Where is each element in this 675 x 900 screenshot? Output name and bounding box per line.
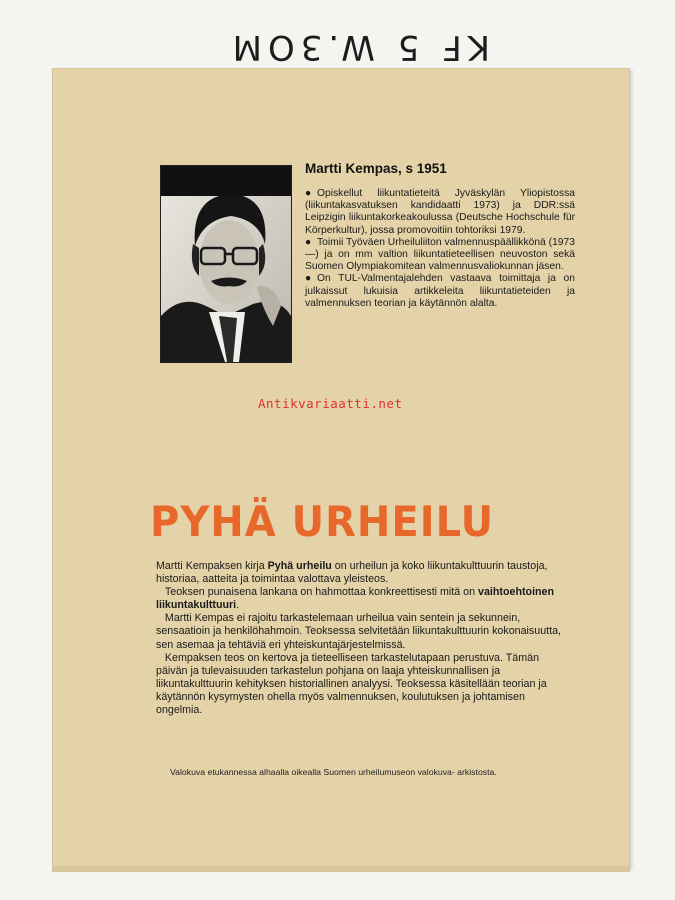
author-name-heading: Martti Kempas, s 1951	[305, 161, 447, 176]
bio-item	[305, 188, 575, 237]
description-text: Martti Kempas ei rajoitu tarkastelemaan urheilua vain sentein ja sekunnein, sensaatioin ja henkilöhahmoin. Teoksessa selvitetään liikuntakulttuurin kokonaisuutta, sen asemaa ja tehtäviä eri yhteiskuntajärjestelmissä.	[156, 612, 561, 651]
author-photo	[160, 165, 292, 363]
description-text: on urheilun ja koko liikuntakulttuurin taustoja, historiaa, aatteita ja toimintaa valottava yleisteos.	[156, 560, 548, 586]
author-portrait-image	[161, 166, 291, 362]
bio-text: Toimii Työväen Urheiluliiton valmennuspäällikkönä (1973—) ja on mm valtion liikuntatieteellisen neuvoston sekä Suomen Olympiakomitean valmennusvaliokunnan jäsen.	[305, 236, 575, 273]
bullet-icon: ●	[305, 236, 312, 248]
bio-text: Opiskellut liikuntatieteitä Jyväskylän Yliopistossa (liikuntakasvatuksen kandidaatti 1973) ja DDR:ssä Leipzigin liikuntakorkeakoulussa (Deutsche Hochschule für Körperkultur), jossa promovoitiin tohtoriksi 1979.	[305, 188, 575, 236]
description-paragraph	[156, 652, 568, 717]
description-bold: Pyhä urheilu	[267, 560, 332, 572]
author-bio	[305, 188, 575, 310]
description-paragraph	[156, 560, 568, 586]
description-paragraph	[156, 586, 568, 612]
bio-item	[305, 273, 575, 310]
description-text: Kempaksen teos on kertova ja tieteelliseen tarkastelutapaan perustuva. Tämän päivän ja tulevaisuuden tarkastelun pohjana on laaja yhteiskunnallisen ja liikuntakulttuurin kehityksen historiallinen analyysi. Teoksessa käsitellään teorian ja käytännön kysymysten ohella myös valmennuksen, koulutuksen ja johtamisen ongelmia.	[156, 651, 547, 717]
bullet-icon: ●	[305, 273, 312, 285]
book-title: PYHÄ URHEILU	[150, 498, 495, 547]
bio-item	[305, 237, 575, 274]
description-paragraph	[156, 612, 568, 651]
description-text: Teoksen punaisena lankana on hahmottaa konkreettisesti mitä on	[164, 586, 479, 599]
description-text: .	[236, 599, 240, 612]
bullet-icon: ●	[305, 188, 312, 199]
book-description	[156, 560, 568, 717]
bio-text: On TUL-Valmentajalehden vastaava toimittaja ja on julkaissut lukuisia artikkeleita liikuntatieteiden ja valmennuksen teorian ja käytännön alalta.	[305, 273, 575, 309]
watermark-text: Antikvariaatti.net	[258, 396, 403, 411]
handwritten-pencil-note: KF 5 W.3OM	[226, 27, 490, 67]
cover-edge	[52, 866, 630, 872]
description-text: Martti Kempaksen kirja	[156, 560, 268, 572]
photo-credit: Valokuva etukannessa alhaalla oikealla Suomen urheilumuseon valokuva- arkistosta.	[170, 767, 497, 777]
description-bold: vaihtoehtoinen liikuntakulttuuri	[156, 586, 555, 612]
